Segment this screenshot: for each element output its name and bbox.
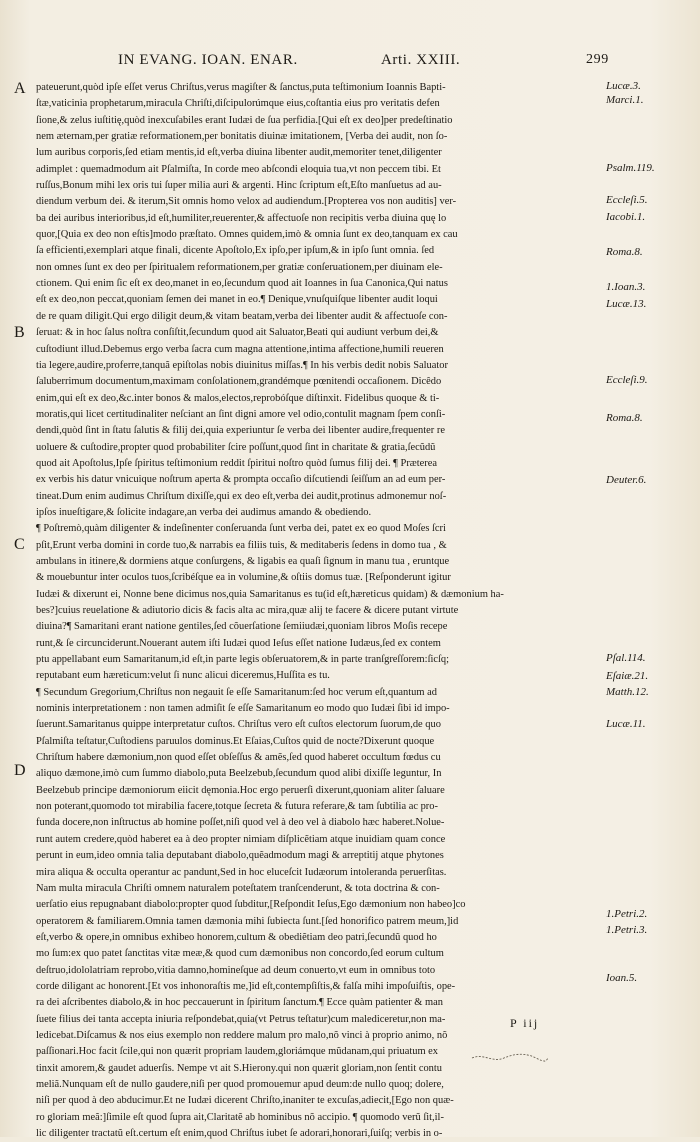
margin-ref: Iacobi.1. [606, 211, 646, 223]
text-line: ipſos inueſtigare,& ſolicite indagare,an verba dei audimus amando & obediendo. [36, 506, 372, 518]
text-line: non omnes ſunt ex deo per ſpiritualem reformationem,per gratiæ conſeruationem,per diuinam ele- [36, 261, 443, 273]
margin-ref: Ioan.5. [606, 972, 638, 984]
text-line: aliquo dæmone,imò cum ſummo diabolo,puta Beelzebub,ſecundum quod alibi dixiſſe leguntur, In [36, 768, 442, 780]
running-header [118, 52, 618, 69]
text-line: ctionem. Qui enim ſic eſt ex deo,manet in eo,ſecundum quod ait Ioannes in ſua Canonica,Qui natus [36, 278, 448, 290]
text-line: pſit,Erunt verba domini in corde tuo,& narrabis ea filiis tuis, & meditaberis ſedens in domo tua , & [36, 539, 447, 551]
text-line: ſa efficienti,exemplari atque finali, dicente Apoſtolo,Ex ipſo,per ipſum,& in ipſo ſunt omnia. ſed [36, 245, 435, 257]
text-line: Nam multa miracula Chriſti omnem naturalem poteſtatem tranſcenderunt, & tota doctrina & con- [36, 882, 440, 894]
text-line: & mouebuntur inter oculos tuos,ſcribéſque ea in volumine,& oſtiis domus tuæ. [Reſponderunt igitur [36, 572, 451, 584]
margin-ref: Eſaiæ.21. [606, 670, 649, 682]
text-line: ſione,& zelus iuſtitię,quòd inexcuſabiles erant Iudæi de ſua perfidia.[Qui eſt ex deo]per predeſtinatio [36, 114, 453, 126]
text-line: niſi per quod à deo abducimur.Et ne Iudæi dicerent Chriſto,inaniter te excuſas,adiecit,[Ego non quæ- [36, 1095, 454, 1107]
text-line: Pſalmiſta teſtatur,Cuſtodiens paruulos dominus.Et Eſaias,Cuſtos quid de nocte?Dixerunt quoque [36, 735, 435, 747]
ornament-flourish-icon [470, 1052, 550, 1064]
margin-ref: Roma.8. [606, 412, 643, 424]
text-line: ¶ Poſtremò,quàm diligenter & indeſinenter conſeruanda ſunt verba dei, patet ex eo quod Moſes ſcri [36, 523, 446, 535]
text-line: uerſatio eius repugnabant diabolo:propter quod ſubditur,[Reſpondit Ieſus,Ego dæmonium non habeo]co [36, 899, 466, 911]
text-line: lum auribus corporis,ſed etiam mentis,id eſt,verba diuina libenter audit,memoriter tenet,diligenter [36, 147, 442, 159]
text-line: ex verbis his datur vnicuique noſtrum aperta & prompta occaſio diſcutiendi ſeiſſum an ad eum per- [36, 474, 446, 486]
running-title: IN EVANG. IOAN. ENAR. [118, 52, 298, 68]
text-line: diuina?¶ Samaritani erant natione gentiles,ſed cõuerſatione ſemiiudæi,quoniam libros Moſis recepe [36, 621, 448, 633]
text-line: meliã.Nunquam eſt de nullo gaudere,niſi per quod promouemur apud deum:de nullo quoq; dolere, [36, 1078, 444, 1090]
text-line: corde diligant ac honorent.[Et vos inhonoraſtis me,]id eſt,contempſiſtis,& falſa mihi impoſuiſtis, ope- [36, 980, 456, 992]
text-body [36, 80, 592, 1142]
text-line: quod ait Apoſtolus,Ipſe ſpiritus teſtimonium reddit ſpiritui noſtro quòd ſumus filij dei. ¶ Præterea [36, 457, 438, 469]
text-line: de re quam diligit.Qui ergo diligit deum,& vitam beatam,verba dei libenter audit & affectuoſe con- [36, 310, 448, 322]
margin-ref: Eccleſi.9. [606, 374, 648, 386]
section-letter-b: B [14, 324, 25, 341]
text-line: funda docere,non inſtructus ab homine poſſet,niſi quod vel à deo vel à diabolo hæc haberet.Nolue- [36, 817, 445, 829]
text-line: perunt in eum,ideo omnia talia deputabant diabolo,quẽadmodum magi & arreptitij atque phytones [36, 850, 444, 862]
text-line: adimplet : quemadmodum ait Pſalmiſta, In corde meo abſcondi eloquia tua,vt non peccem tibi. Et [36, 163, 441, 175]
margin-ref: 1.Petri.2. [606, 908, 648, 920]
text-line: Chriſtum habere dæmonium,non quod eſſet obſeſſus & amẽs,ſed quod haberet occultum fœdus cu [36, 752, 441, 764]
text-line: ro gloriam meã:]ſimile eſt quod ſupra ait,Claritatẽ ab hominibus nõ accipio. ¶ quomodo verũ ſit,il- [36, 1111, 444, 1123]
signature-mark: P iij [510, 1016, 540, 1030]
text-line: deſtruo,idololatriam reprobo,vitia damno,homineſque ad deum conuerto,vt eum in omnibus toto [36, 964, 436, 976]
section-letter-d: D [14, 762, 26, 779]
margin-ref: Pſal.114. [606, 652, 646, 664]
text-line: ptu appellabant eum Samaritanum,id eſt,in parte legis obſeruatorem,& in parte tranſgreſſorem:ſicſq; [36, 654, 450, 666]
margin-ref: Lucæ.3. [606, 80, 641, 92]
text-line: operatorem & familiarem.Omnia tamen dæmonia mihi ſubiecta ſunt.[ſed honorifico patrem meum,]id [36, 915, 459, 927]
text-line: eſt ex deo,non peccat,quoniam ſemen dei manet in eo.¶ Denique,vnuſquiſque libenter audit loqui [36, 294, 438, 306]
text-line: Beelzebub principe dæmoniorum eiicit dęmonia.Hoc ergo peruerſi dixerunt,quoniam aliter ſaluare [36, 784, 445, 796]
text-line: mira aliqua & occulta operantur ac pandunt,Sed in hoc eluceſcit Iudæorum intoleranda peruerſitas. [36, 866, 447, 878]
margin-ref: Psalm.119. [606, 162, 655, 174]
text-line: ſuete filius dei tanta accepta iniuria reſpondebat,quia(vt Petrus teſtatur)cum malediceretur,non ma- [36, 1013, 446, 1025]
margin-ref: 1.Ioan.3. [606, 281, 646, 293]
text-line: enim,qui eſt ex deo,&c.inter bonos & malos,electos,reprobóſque diſtinxit. Fidelibus quoque & ti- [36, 392, 440, 404]
text-line: nominis interpretationem : non tamen admiſit ſe eſſe Samaritanum eo modo quo Iudæi ſibi id impo- [36, 703, 450, 715]
text-line: bes?]cuius reuelatione & adiutorio dicis & facis alta ac mira,quæ alij te facere & dicere putant virtute [36, 605, 459, 616]
text-line: tia legere,audire,proferre,tanquã epiſtolas nobis diuinitus miſſas.¶ In his verbis dedit nobis Saluator [36, 359, 448, 371]
text-line: ruſſus,Bonum mihi lex oris tui ſuper milia auri & argenti. Hinc ſcriptum eſt,Eſto manſuetus ad au- [36, 180, 442, 192]
margin-ref: Roma.8. [606, 246, 643, 258]
text-line: moratis,qui licet certitudinaliter neſciant an ſint digni amore vel odio,contulit magnam ſpem conſi- [36, 408, 446, 420]
text-line: ledicebat.Diſcamus & nos eius exemplo non reddere malum pro malo,nõ vinci à proprio animo, nõ [36, 1029, 448, 1041]
text-line: lic diligenter tractatũ eſt.certum eſt enim,quod Chriſtus iubet ſe adorari,honorari,ſuiſq; verbis in o- [36, 1128, 443, 1139]
text-line: ra dei aſcribentes diabolo,& in hoc peccauerunt in ſpiritum ſanctum.¶ Ecce quàm patienter & man [36, 997, 444, 1009]
text-line: ſtæ,vaticinia prophetarum,miracula Chriſti,diſcipulorúmque eius,coſtantia eius pro veritatis defen [36, 98, 440, 110]
section-letter-a: A [14, 80, 26, 97]
text-line: cuſtodiunt illud.Debemus ergo verba ſacra cum magna attentione,intima affectione,humili reueren [36, 343, 444, 355]
text-line: diendum verbum dei. & iterum,Sit omnis homo velox ad audiendum.[Propterea vos non auditis] ver- [36, 196, 457, 208]
text-line: runt,& ſe circunciderunt.Nouerant autem iſti Iudæi quod Ieſus eſſet natione Iudæus,ſed ex contem [36, 637, 441, 649]
margin-ref: Marci.1. [606, 94, 644, 106]
margin-ref: Lucæ.13. [606, 298, 647, 310]
text-line: ambulans in itinere,& dormiens atque conſurgens, & ligabis ea quaſi ſignum in manu tua , eruntque [36, 555, 450, 567]
text-line: tinxit amorem,& gaudet aduerſis. Nempe vt ait S.Hierony.qui non quærit gloriam,non ſentit contu [36, 1062, 443, 1074]
text-line: eſt,verbo & opere,in omnibus exhibeo honorem,cultum & obediẽtiam deo patri,ſecundũ quod ho [36, 931, 437, 943]
margin-ref: 1.Petri.3. [606, 924, 648, 936]
margin-ref: Eccleſi.5. [606, 194, 648, 206]
text-line: tineat.Dum enim audimus Chriſtum dixiſſe,qui ex deo eſt,verba dei audit,protinus admonemur noſ- [36, 490, 447, 502]
text-line: quor,[Quia ex deo non eſtis]modo præſtato. Omnes quidem,imò & omnia ſunt ex deo,tanquam ex cau [36, 229, 458, 241]
margin-ref: Matth.12. [606, 686, 649, 698]
text-line: ba dei auribus interioribus,id eſt,humiliter,reuerenter,& affectuoſe non recipitis verba diuina quę lo [36, 212, 447, 224]
text-line: runt autem credere,quòd haberet ea à deo propter nimiam diſplicẽtiam atque inuidiam quam conce [36, 833, 446, 845]
text-line: non poterant,quomodo tot mirabilia facere,totque ſecreta & futura referare,& tam ſubtilia ac pro- [36, 801, 438, 813]
text-line: dendi,quòd ſint in ſtatu ſalutis & filij dei,quia experiuntur ſe verba dei libenter audire,frequenter re [36, 425, 445, 437]
text-line: paſſionari.Hoc facit ſcile,qui non quærit propriam laudem,gloriámque mũdanam,qui priuatum ex [36, 1046, 439, 1058]
margin-ref: Deuter.6. [606, 474, 647, 486]
margin-ref: Lucæ.11. [606, 718, 646, 730]
text-line: uoluere & cuſtodire,propter quod probabiliter ſcire poſſunt,quod ſint in charitate & gratia,ſecũdũ [36, 441, 436, 453]
article-number: Arti. XXIII. [381, 52, 461, 68]
folio-number: 299 [586, 52, 609, 67]
text-line: pateuerunt,quòd ipſe eſſet verus Chriſtus,verus magiſter & ſanctus,puta teſtimonium Ioannis Bapti- [36, 82, 446, 93]
section-letter-c: C [14, 536, 25, 553]
text-line: ſaluberrimum documentum,maximam conſolationem,grandémque pœnitendi occaſionem. Dicêdo [36, 376, 442, 388]
text-line: mo ſum:ex quo patet ſanctitas vitæ meæ,& quod cum dæmonibus non concordo,ſed eorum cultum [36, 948, 444, 960]
text-line: ¶ Secundum Gregorium,Chriſtus non negauit ſe eſſe Samaritanum:ſed hoc verum eſt,quantum ad [36, 686, 437, 698]
text-line: reputabant eum hæreticum:velut ſi nunc alicui diceremus,Huſſita es tu. [36, 670, 330, 682]
text-line: ſeruat: & in hoc ſalus noſtra conſiſtit,ſecundum quod ait Saluator,Beati qui audiunt verbum dei,& [36, 327, 439, 339]
text-line: Iudæi & dixerunt ei, Nonne bene dicimus nos,quia Samaritanus es tu(id eſt,hæreticus quidam) & dæmonium ha- [36, 588, 504, 600]
text-line: ſuerunt.Samaritanus quippe interpretatur cuſtos. Chriſtus vero eſt cuſtos electorum ſuorum,de quo [36, 719, 441, 731]
text-line: nem æternam,per gratiæ reformationem,per bonitatis diuinæ imitationem, [Verba dei audit, non ſo- [36, 131, 448, 143]
